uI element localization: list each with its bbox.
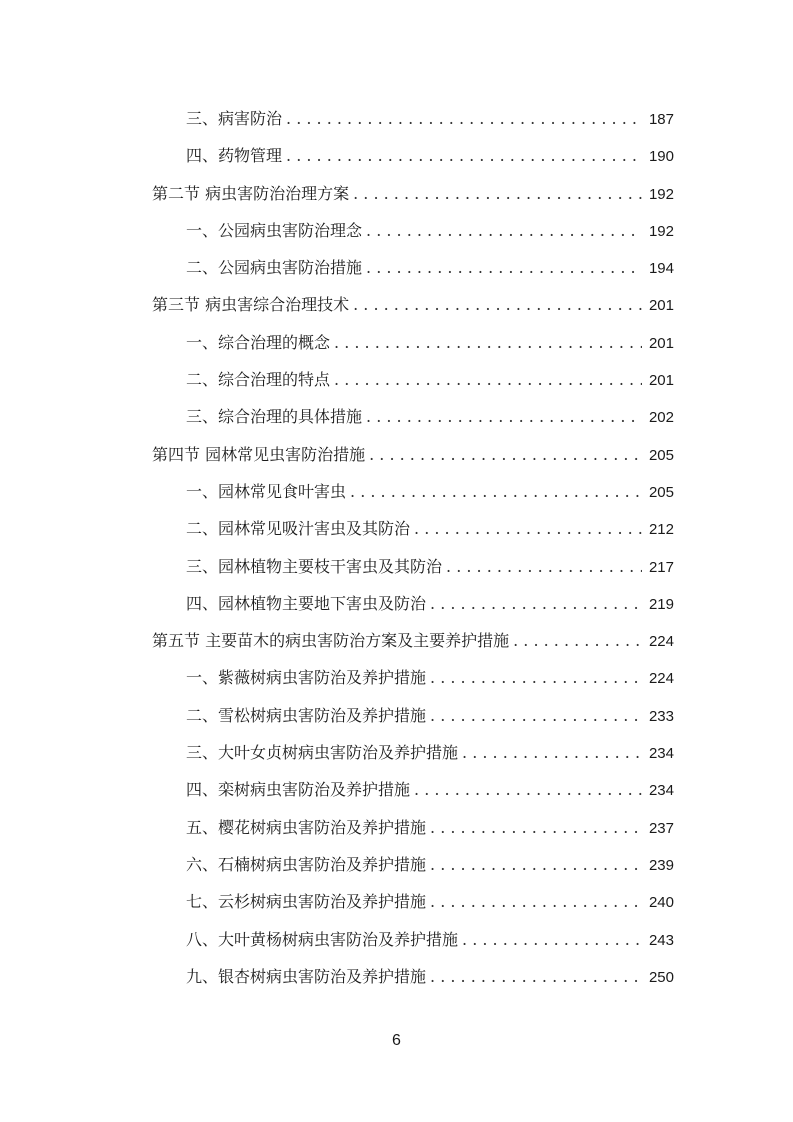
toc-entry-title: 四、栾树病虫害防治及养护措施: [186, 780, 411, 800]
dot-leader: [353, 286, 642, 323]
toc-entry-title: 二、雪松树病虫害防治及养护措施: [186, 705, 427, 725]
dot-leader: [286, 137, 642, 174]
dot-leader: [414, 771, 642, 808]
dot-leader: [366, 249, 642, 286]
dot-leader: [430, 585, 642, 622]
toc-entry-page: 187: [648, 111, 674, 128]
toc-entry-title: 三、园林植物主要枝干害虫及其防治: [186, 556, 443, 576]
dot-leader: [430, 809, 642, 846]
toc-entry-title: 一、园林常见食叶害虫: [186, 481, 347, 501]
toc-entry[interactable]: [152, 212, 674, 249]
toc-entry[interactable]: [152, 697, 674, 734]
toc-section-entry[interactable]: [152, 622, 674, 659]
toc-entry-title: 五、樱花树病虫害防治及养护措施: [186, 817, 427, 837]
toc-entry-page: 192: [648, 185, 674, 203]
toc-entry-title: 三、大叶女贞树病虫害防治及养护措施: [186, 743, 459, 763]
toc-entry-title: 二、综合治理的特点: [186, 370, 331, 390]
toc-entry-page: 201: [648, 334, 674, 352]
toc-entry[interactable]: [152, 249, 674, 286]
toc-entry[interactable]: [152, 137, 674, 174]
dot-leader: [446, 548, 642, 585]
toc-entry[interactable]: [152, 398, 674, 435]
toc-entry-title: 七、云杉树病虫害防治及养护措施: [186, 892, 427, 912]
page-number: 6: [392, 1032, 401, 1049]
dot-leader: [430, 697, 642, 734]
dot-leader: [430, 846, 642, 883]
dot-leader: [462, 921, 642, 958]
toc-entry-page: 212: [648, 521, 674, 539]
toc-entry-page: 192: [648, 222, 674, 240]
toc-entry-title: 四、药物管理: [186, 146, 283, 166]
toc-entry-page: 234: [648, 745, 674, 763]
toc-entry-page: 205: [648, 446, 674, 464]
toc-entry-page: 217: [648, 558, 674, 576]
dot-leader: [334, 324, 642, 361]
toc-entry-title: 三、病害防治: [186, 109, 283, 128]
toc-entry-title: 第二节 病虫害防治治理方案: [152, 183, 350, 203]
dot-leader: [430, 958, 642, 995]
toc-entry[interactable]: [152, 510, 674, 547]
toc-entry[interactable]: [152, 771, 674, 808]
toc-entry[interactable]: [152, 809, 674, 846]
toc-entry-page: 240: [648, 894, 674, 912]
toc-entry-title: 一、综合治理的概念: [186, 332, 331, 352]
toc-entry[interactable]: [152, 473, 674, 510]
toc-section-entry[interactable]: [152, 436, 674, 473]
toc-entry[interactable]: [152, 361, 674, 398]
dot-leader: [334, 361, 642, 398]
toc-entry-page: 205: [648, 483, 674, 501]
dot-leader: [286, 100, 642, 137]
toc-entry[interactable]: [152, 921, 674, 958]
dot-leader: [353, 175, 642, 212]
toc-entry-title: 三、综合治理的具体措施: [186, 407, 363, 427]
toc-entry-page: 250: [648, 968, 674, 986]
dot-leader: [366, 212, 642, 249]
toc-entry-page: 243: [648, 931, 674, 949]
toc-entry-title: 二、公园病虫害防治措施: [186, 258, 363, 278]
table-of-contents: [152, 100, 674, 995]
toc-entry[interactable]: [152, 958, 674, 995]
toc-entry-title: 一、公园病虫害防治理念: [186, 220, 363, 240]
toc-entry[interactable]: [152, 734, 674, 771]
toc-entry-page: 233: [648, 707, 674, 725]
dot-leader: [366, 398, 642, 435]
dot-leader: [414, 510, 642, 547]
toc-entry-title: 二、园林常见吸汁害虫及其防治: [186, 519, 411, 539]
dot-leader: [462, 734, 642, 771]
toc-entry[interactable]: [152, 883, 674, 920]
dot-leader: [513, 622, 642, 659]
toc-entry-title: 第五节 主要苗木的病虫害防治方案及主要养护措施: [152, 631, 510, 651]
toc-entry-title: 八、大叶黄杨树病虫害防治及养护措施: [186, 929, 459, 949]
toc-entry[interactable]: [152, 659, 674, 696]
toc-entry-page: 224: [648, 670, 674, 688]
toc-entry[interactable]: [152, 324, 674, 361]
toc-entry-title: 一、紫薇树病虫害防治及养护措施: [186, 668, 427, 688]
toc-entry-page: 224: [648, 633, 674, 651]
dot-leader: [350, 473, 642, 510]
toc-entry-title: 九、银杏树病虫害防治及养护措施: [186, 966, 427, 986]
toc-entry[interactable]: [152, 548, 674, 585]
toc-entry-page: 201: [648, 297, 674, 315]
dot-leader: [430, 659, 642, 696]
toc-entry-page: 190: [648, 148, 674, 166]
toc-entry-page: 201: [648, 372, 674, 390]
toc-entry-page: 239: [648, 856, 674, 874]
toc-entry-page: 202: [648, 409, 674, 427]
dot-leader: [430, 883, 642, 920]
toc-entry-page: 237: [648, 819, 674, 837]
toc-entry-title: 六、石楠树病虫害防治及养护措施: [186, 854, 427, 874]
toc-entry-title: 第三节 病虫害综合治理技术: [152, 295, 350, 315]
toc-entry-page: 234: [648, 782, 674, 800]
toc-entry-title: 第四节 园林常见虫害防治措施: [152, 444, 366, 464]
toc-entry-title: 四、园林植物主要地下害虫及防治: [186, 593, 427, 613]
toc-entry[interactable]: [152, 100, 674, 137]
dot-leader: [369, 436, 642, 473]
toc-entry-page: 194: [648, 260, 674, 278]
toc-section-entry[interactable]: [152, 286, 674, 323]
toc-entry-page: 219: [648, 595, 674, 613]
toc-entry[interactable]: [152, 846, 674, 883]
toc-section-entry[interactable]: [152, 175, 674, 212]
toc-entry[interactable]: [152, 585, 674, 622]
